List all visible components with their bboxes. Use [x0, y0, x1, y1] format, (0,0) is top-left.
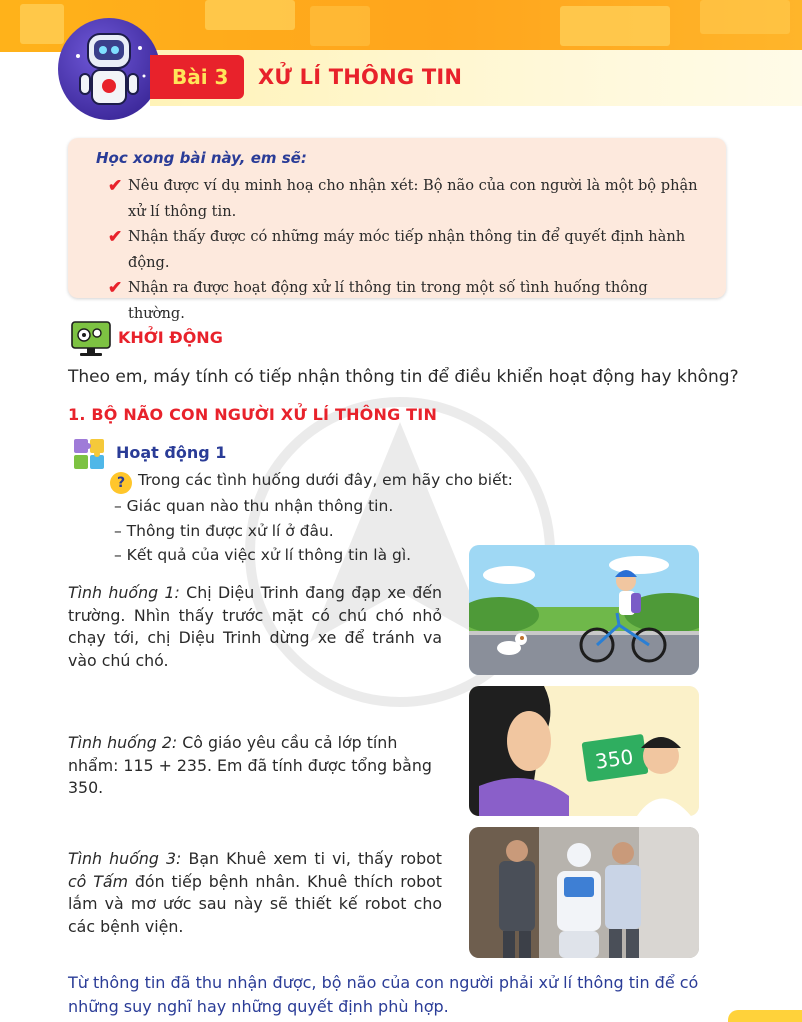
objectives-heading: Học xong bài này, em sẽ: [96, 149, 307, 167]
bullet-item: – Giác quan nào thu nhận thông tin. [114, 497, 394, 515]
page-corner [728, 1010, 802, 1022]
photo-robot-hospital [469, 827, 699, 958]
case-2-text: Tình huống 2: Cô giáo yêu cầu cả lớp tính nhẩm: 115 + 235. Em đã tính được tổng bằng 350. [68, 733, 432, 797]
illustration-mental-math [469, 686, 699, 816]
activity-prompt: ? Trong các tình huống dưới đây, em hãy cho biết: [110, 468, 513, 494]
checkmark-icon: ✔ [108, 227, 123, 247]
question-mark-icon: ? [110, 472, 132, 494]
warmup-heading: KHỞI ĐỘNG [118, 328, 223, 347]
objectives-box [68, 138, 726, 322]
warmup-question: Theo em, máy tính có tiếp nhận thông tin để điều khiển hoạt động hay không? [68, 367, 739, 387]
section-heading: 1. BỘ NÃO CON NGƯỜI XỬ LÍ THÔNG TIN [68, 405, 438, 424]
lesson-number: Bài 3 [150, 55, 244, 99]
case-1-text: Tình huống 1: Chị Diệu Trinh đang đạp xe đến trường. Nhìn thấy trước mặt có chú chó nhỏ chạy tới, chị Diệu Trinh dừng xe để tránh va vào chú chó. [68, 583, 442, 670]
gears-monitor-icon [70, 320, 112, 358]
checkmark-icon: ✔ [108, 278, 123, 298]
card-number: 350 [593, 744, 635, 774]
illustration-cyclist [469, 545, 699, 675]
bullet-item: – Thông tin được xử lí ở đâu. [114, 521, 334, 540]
objective-item: ✔ Nhận thấy được có những máy móc tiếp nhận thông tin để quyết định hành động. [108, 227, 686, 271]
objective-item: ✔ Nhận ra được hoạt động xử lí thông tin trong một số tình huống thông thường. [108, 278, 648, 322]
case-3-text: Tình huống 3: Bạn Khuê xem ti vi, thấy robot cô Tấm đón tiếp bệnh nhân. Khuê thích robot lắm và mơ ước sau này sẽ thiết kế robot cho các bệnh viện. [68, 849, 442, 936]
activity-prompt-block [110, 468, 513, 568]
bullet-item: – Kết quả của việc xử lí thông tin là gì. [114, 546, 412, 564]
puzzle-pieces-icon [68, 435, 112, 473]
title-strip [150, 50, 802, 106]
lesson-title: XỬ LÍ THÔNG TIN [258, 65, 463, 89]
activity-heading: Hoạt động 1 [116, 443, 227, 462]
checkmark-icon: ✔ [108, 176, 123, 196]
objective-item: ✔ Nêu được ví dụ minh hoạ cho nhận xét: Bộ não của con người là một bộ phận xử lí thông tin. [108, 176, 698, 220]
robot-mascot-icon [58, 18, 160, 120]
conclusion-text: Từ thông tin đã thu nhận được, bộ não của con người phải xử lí thông tin để có những suy nghĩ hay những quyết định phù hợp. [68, 973, 699, 1016]
